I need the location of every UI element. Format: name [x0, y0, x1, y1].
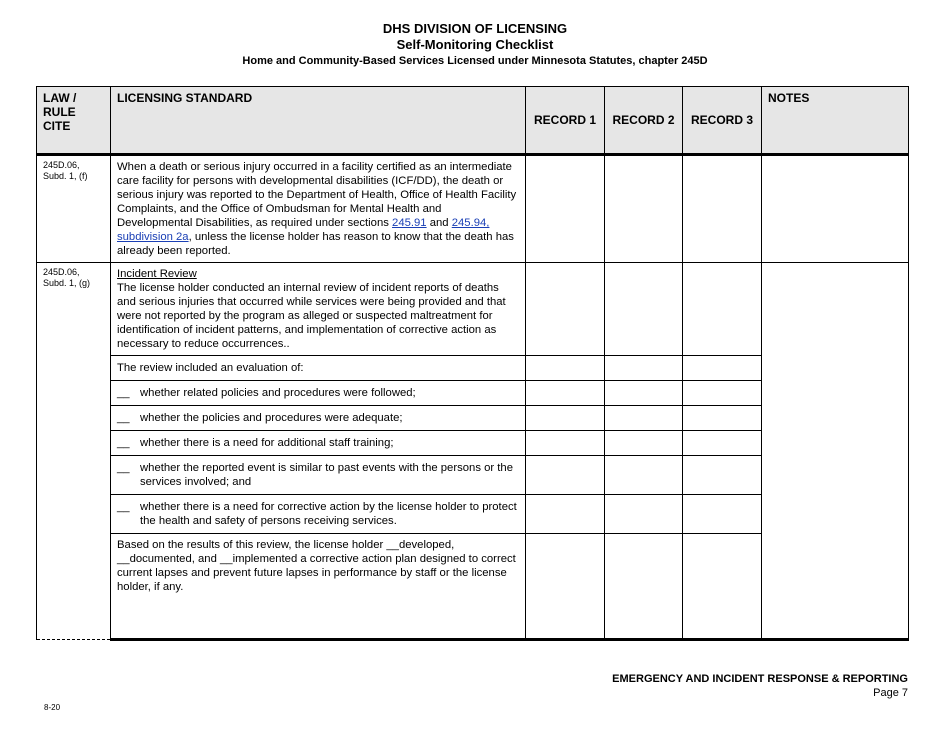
record-3-cell[interactable]	[683, 534, 762, 640]
record-2-cell[interactable]	[605, 431, 683, 456]
standard-text: and	[426, 217, 452, 229]
checkbox-blank[interactable]: __	[117, 412, 130, 424]
record-1-cell[interactable]	[526, 263, 605, 356]
footer-page-number: Page 7	[873, 687, 908, 699]
table-row	[37, 263, 909, 356]
cite-cell: 245D.06, Subd. 1, (f)	[37, 155, 111, 263]
standard-cell	[111, 155, 526, 263]
incident-review-heading: Incident Review	[117, 268, 197, 280]
record-2-cell[interactable]	[605, 356, 683, 381]
record-3-cell[interactable]	[683, 263, 762, 356]
footer-revision: 8-20	[44, 703, 61, 712]
checklist-item	[111, 381, 526, 406]
checkbox-blank[interactable]: __	[117, 387, 130, 399]
record-1-cell[interactable]	[526, 381, 605, 406]
header-record-3: RECORD 3	[683, 87, 762, 155]
notes-cell[interactable]	[762, 155, 909, 263]
record-1-cell[interactable]	[526, 534, 605, 640]
record-1-cell[interactable]	[526, 356, 605, 381]
checklist-item-text: whether the policies and procedures were adequate;	[140, 412, 403, 424]
document-subtitle: Self-Monitoring Checklist	[396, 37, 554, 52]
cite-cell: 245D.06, Subd. 1, (g)	[37, 263, 111, 640]
record-1-cell[interactable]	[526, 456, 605, 495]
statute-link-245-94[interactable]: 245.94, subdivision 2a	[117, 217, 490, 243]
checkbox-blank[interactable]: __	[117, 462, 130, 474]
record-3-cell[interactable]	[683, 155, 762, 263]
record-1-cell[interactable]	[526, 495, 605, 534]
checklist-item	[111, 431, 526, 456]
header-record-1: RECORD 1	[526, 87, 605, 155]
record-1-cell[interactable]	[526, 431, 605, 456]
notes-cell[interactable]	[762, 263, 909, 640]
checklist-item	[111, 406, 526, 431]
record-3-cell[interactable]	[683, 356, 762, 381]
record-2-cell[interactable]	[605, 495, 683, 534]
document-title: DHS DIVISION OF LICENSING	[382, 21, 568, 36]
checklist-table	[36, 86, 909, 641]
corrective-action-text: Based on the results of this review, the license holder __developed, __documented, and __implemented a corrective action plan designed to correct current lapses and prevent future lapses in performance by staff or the license holder, if any.	[111, 534, 526, 640]
checklist-item-text: whether there is a need for additional staff training;	[140, 437, 394, 449]
checklist-item	[111, 456, 526, 495]
checkbox-blank[interactable]: __	[117, 501, 130, 513]
record-2-cell[interactable]	[605, 381, 683, 406]
record-3-cell[interactable]	[683, 495, 762, 534]
record-1-cell[interactable]	[526, 155, 605, 263]
header-record-2: RECORD 2	[605, 87, 683, 155]
record-3-cell[interactable]	[683, 456, 762, 495]
table-row	[37, 155, 909, 263]
table-header-row	[37, 87, 909, 155]
header-standard: LICENSING STANDARD	[111, 87, 526, 155]
statute-link-245-91[interactable]: 245.91	[392, 217, 427, 229]
record-1-cell[interactable]	[526, 406, 605, 431]
record-2-cell[interactable]	[605, 263, 683, 356]
record-2-cell[interactable]	[605, 406, 683, 431]
review-intro: The review included an evaluation of:	[111, 356, 526, 381]
record-2-cell[interactable]	[605, 534, 683, 640]
checklist-item	[111, 495, 526, 534]
checklist-item-text: whether there is a need for corrective action by the license holder to protect the health and safety of persons receiving services.	[140, 501, 517, 527]
record-2-cell[interactable]	[605, 456, 683, 495]
incident-review-body: The license holder conducted an internal review of incident reports of deaths and serious injuries that occurred while services were being provided and that were not reported by the program as alleged or suspected maltreatment for identification of incident patterns, and implementation of corrective action as necessary to reduce occurrences..	[117, 282, 506, 350]
header-notes: NOTES	[762, 87, 909, 155]
checklist-item-text: whether related policies and procedures were followed;	[140, 387, 416, 399]
standard-cell	[111, 263, 526, 356]
checkbox-blank[interactable]: __	[117, 437, 130, 449]
footer-section-title: EMERGENCY AND INCIDENT RESPONSE & REPORTING	[612, 673, 908, 685]
standard-text: , unless the license holder has reason to know that the death has already been reported.	[117, 231, 514, 257]
record-3-cell[interactable]	[683, 431, 762, 456]
document-scope: Home and Community-Based Services Licensed under Minnesota Statutes, chapter 245D	[242, 55, 708, 67]
checklist-item-text: whether the reported event is similar to past events with the persons or the services involved; and	[140, 462, 513, 488]
record-3-cell[interactable]	[683, 406, 762, 431]
header-cite: LAW / RULE CITE	[37, 87, 111, 155]
record-3-cell[interactable]	[683, 381, 762, 406]
record-2-cell[interactable]	[605, 155, 683, 263]
standard-text: When a death or serious injury occurred in a facility certified as an intermediate care facility for persons with developmental disabilities (ICF/DD), the death or serious injury was reported to the Department of Health, Office of Health Facility Complaints, and the Office of Ombudsman for Mental Health and Developmental Disabilities, as required under sections	[117, 161, 517, 229]
